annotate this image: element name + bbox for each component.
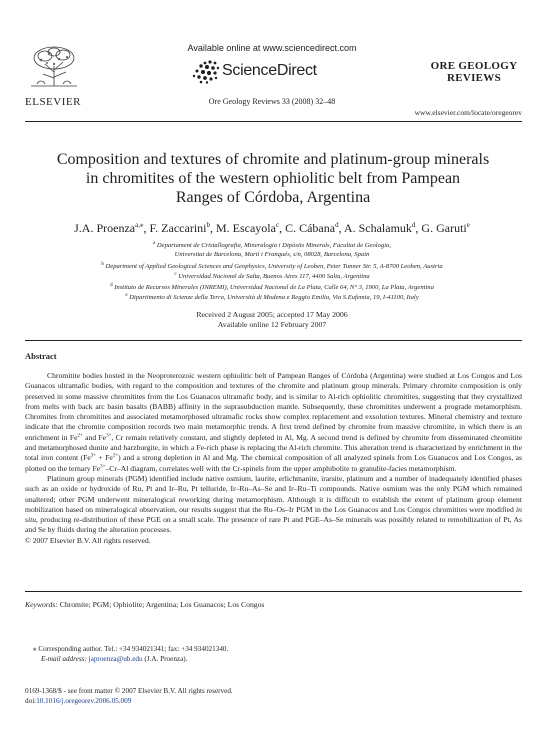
- email-tail: (J.A. Proenza).: [142, 655, 188, 663]
- author-separator: ,: [279, 221, 286, 235]
- author-affiliation-mark[interactable]: c: [275, 221, 280, 229]
- abstract-paragraph: Chromitite bodies hosted in the Neoproterozoic western ophiolitic belt of Pampean Ranges of Córdoba (Argentina) were studied at Los Congos and Los Guanacos ultramafic bodies, with regard to the composition and textures of the chromite and platinum group minerals. Primary chromite composition is only preserved in some massive chromitites from the Los Guanacos ultramafic body, and is similar to Al-rich ophiolitic chromitites, suggesting that they crystallized from melts with back arc basin basalts (BABB) affinity in the suprasubduction mantle. Subsequently, these chromitites underwent a prograde metamorphism. Chromites from chromitites and associated metamorphosed ultramafic rocks show complex replacement and exsolution textures. Mineral chemistry and texture indicate that the chromite composition records two main metamorphic trends. A first trend defined by chromite from massive chromitite, in which there is an enrichment in $Fe^{2+}$ and $Fe^{3+}$, Cr remain relatively constant, and slightly depleted in Al, Mg. A second trend is defined by chromite from disseminated chromitite and metamorphosed dunite and harzburgite, in which a Fe-rich phase is replacing the Al-rich chromite. This alteration trend is characterized by enrichment in the total iron content $(Fe^{3+} + Fe^{2+})$ and a strong depletion in Al and Mg. The chemical composition of all analyzed spinels from Los Guanacos and Los Congos, as plotted on the ternary $Fe^{3+}-Cr-Al$ diagram, correlates well with the Cr-spinels from the upper amphibolite to granulite-facies metamorphism.: [25, 371, 522, 473]
- sciencedirect-wordmark: ScienceDirect: [222, 62, 317, 79]
- affiliation-line: [0, 272, 544, 280]
- publisher-name: ELSEVIER: [25, 96, 81, 108]
- doi-label: doi:: [25, 697, 37, 705]
- paper-title-line: in chromitites of the western ophiolitic belt from Pampean: [85, 170, 461, 187]
- affiliation-mark: e: [125, 293, 128, 298]
- author-separator: ,: [209, 221, 216, 235]
- affiliation-text: Dipartimento di Scienze della Terra, Università di Modena e Reggio Emilia, Via S.Eufemia, 19, I-41100, Italy: [129, 294, 419, 302]
- journal-logo-line-1: ORE GEOLOGY: [430, 60, 518, 72]
- corresponding-author-text: Corresponding author. Tel.: +34 934021341; fax: +34 934021340.: [36, 645, 229, 653]
- article-footer: [25, 686, 522, 706]
- paper-title-line: Composition and textures of chromite and platinum-group minerals: [56, 151, 490, 168]
- affiliation-line: [0, 251, 544, 258]
- author-separator: ,: [415, 221, 422, 235]
- abstract-paragraph: Platinum group minerals (PGM) identified include native osmium, laurite, erlichmanite, irarsite, platinum and a number of inadequately identified phases such as an oxide or hydroxide of Ru, Pt and Ir–Ru, Pt telluride, Ir–Ru–As–Se and Ir–Ru–Ti compounds. Native osmium was the only PGM which remained unaltered; other PGM underwent mineralogical reworking during metamorphism. Although it is difficult to establish the extent of platinum group element mobilization based on mineralogical observation, our results suggest that the Ru–Os–Ir PGM in the Los Guanacos and Los Congos chromitites were modified in situ, producing re-distribution of these PGE on a small scale. The presence of rare Pt and PGE–As–Se minerals was possibly related to remobilization of Pt, As and Se by fluids during the alteration processes.: [25, 473, 522, 535]
- available-online-date: Available online 12 February 2007: [217, 320, 327, 329]
- doi-link[interactable]: 10.1016/j.oregeorev.2006.05.009: [36, 697, 132, 705]
- journal-logo-line-2: REVIEWS: [446, 72, 502, 84]
- affiliation-mark: b: [101, 262, 104, 267]
- abstract-body: [25, 371, 522, 546]
- author-name[interactable]: F. Zaccarini: [149, 221, 207, 235]
- article-dates: [0, 310, 544, 330]
- author-separator: ,: [338, 221, 344, 235]
- paper-title-line: Ranges of Córdoba, Argentina: [175, 189, 371, 206]
- author-separator: ,: [143, 221, 150, 235]
- sciencedirect-dots-icon: [190, 58, 220, 84]
- affiliation-text: Instituto de Recursos Minerales (INREMI), Universidad Nacional de La Plata, Calle 64, N° 3, 1900, La Plata, Argentina: [114, 284, 434, 292]
- footnote-mark: ⁎: [33, 645, 37, 653]
- affiliation-line: [0, 241, 544, 249]
- author-name[interactable]: A. Schalamuk: [343, 221, 412, 235]
- affiliation-text: Universitat de Barcelona, Martí i Franqués, s/n, 08028, Barcelona, Spain: [174, 251, 370, 258]
- keywords: [25, 600, 522, 609]
- available-online-text: Available online at www.sciencedirect.com: [187, 43, 357, 53]
- author-name[interactable]: M. Escayola: [215, 221, 276, 235]
- title-divider: [25, 340, 522, 341]
- email-label: E-mail address:: [41, 655, 87, 663]
- keywords-label: Keywords:: [25, 600, 58, 609]
- journal-citation: Ore Geology Reviews 33 (2008) 32–48: [208, 97, 336, 106]
- author-name[interactable]: G. Garuti: [421, 221, 467, 235]
- author-affiliation-mark[interactable]: d: [411, 221, 416, 229]
- received-accepted-date: Received 2 August 2005; accepted 17 May 2006: [196, 310, 348, 319]
- copyright-line: © 2007 Elsevier B.V. All rights reserved.: [25, 535, 151, 545]
- affiliation-mark: a: [153, 241, 156, 246]
- affiliation-text: Departament de Cristallografia, Mineralogia i Dipòsits Minerals, Facultat de Geologia,: [156, 242, 391, 250]
- affiliation-mark: d: [110, 283, 113, 288]
- affiliation-mark: c: [174, 272, 177, 277]
- issn-line: 0169-1368/$ - see front matter © 2007 Elsevier B.V. All rights reserved.: [25, 687, 233, 695]
- abstract-divider: [25, 591, 522, 592]
- abstract-heading: Abstract: [25, 351, 57, 361]
- affiliation-line: [0, 283, 544, 291]
- journal-url[interactable]: www.elsevier.com/locate/oregeorev: [414, 108, 522, 117]
- affiliation-text: Universidad Nacional de Salta, Buenos Aires 117, 4400 Salta, Argentina: [178, 273, 370, 281]
- journal-logo: [424, 60, 524, 84]
- keywords-list: Chromite; PGM; Ophiolite; Argentina; Los Guanacos; Los Congos: [57, 600, 265, 609]
- author-affiliation-mark[interactable]: a,⁎: [135, 221, 144, 229]
- email-link[interactable]: japroenza@ub.edu: [88, 655, 143, 663]
- author-list: [0, 221, 544, 236]
- author-affiliation-mark[interactable]: e: [466, 221, 470, 229]
- affiliation-text: Department of Applied Geological Sciences and Geophysics, University of Leoben, Peter Tunner Str. 5, A-8700 Leoben, Austria: [105, 263, 443, 271]
- affiliation-line: [0, 262, 544, 270]
- author-name[interactable]: J.A. Proenza: [74, 221, 136, 235]
- author-affiliation-mark[interactable]: b: [206, 221, 210, 229]
- paper-title: [30, 150, 516, 207]
- author-name[interactable]: C. Cábana: [285, 221, 336, 235]
- header-divider: [25, 121, 522, 122]
- affiliation-line: [0, 293, 544, 301]
- corresponding-author-footnote: [25, 644, 522, 664]
- author-affiliation-mark[interactable]: d: [335, 221, 339, 229]
